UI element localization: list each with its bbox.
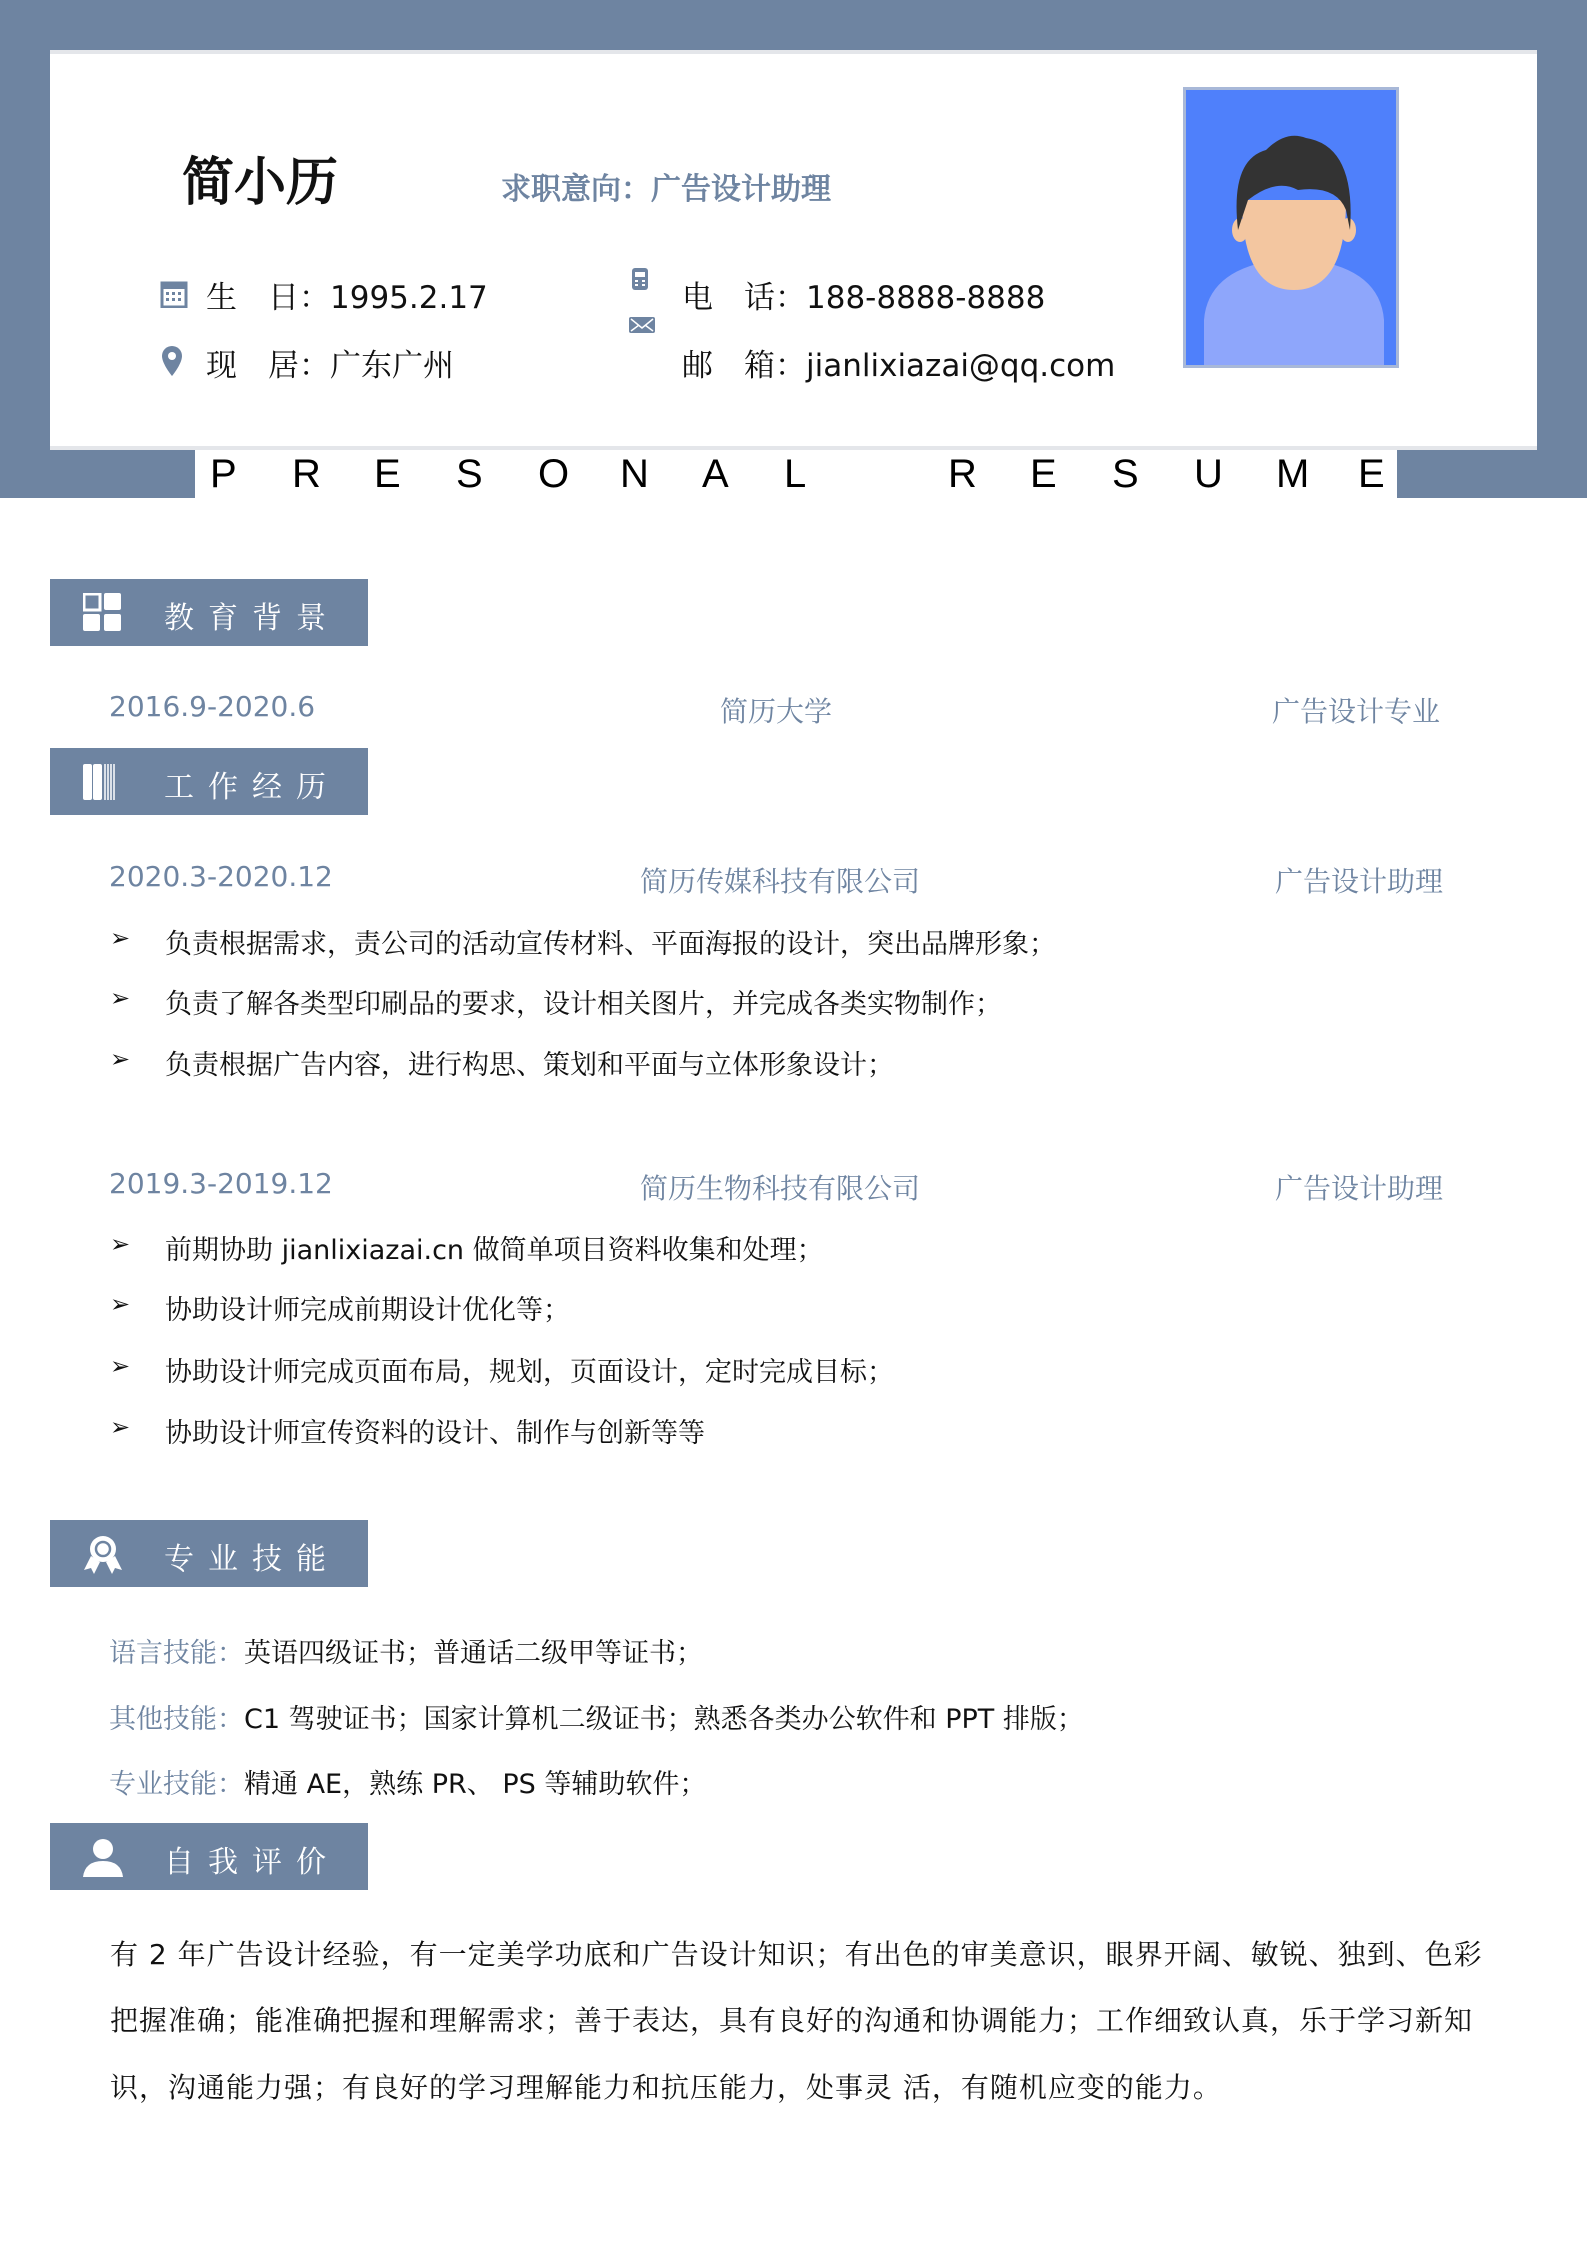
- skill-item: 其他技能：C1 驾驶证书；国家计算机二级证书；熟悉各类办公软件和 PPT 排版；: [109, 1704, 1084, 1735]
- self-evaluation-line: 把握准确；能准确把握和理解需求；善于表达，具有良好的沟通和协调能力；工作细致认真，乐于学习新知: [110, 2004, 1474, 2037]
- job-date: 2019.3-2019.12: [109, 1167, 333, 1200]
- self-evaluation-line: 有 2 年广告设计经验，有一定美学功底和广告设计知识；有出色的审美意识，眼界开阔、敏锐、独到、色彩: [110, 1938, 1483, 1971]
- section-title: 工作经历: [164, 770, 340, 805]
- job-company: 简历传媒科技有限公司: [639, 865, 921, 898]
- job-bullet: 负责根据需求，责公司的活动宣传材料、平面海报的设计，突出品牌形象；: [165, 929, 1056, 960]
- job-bullet: 负责了解各类型印刷品的要求，设计相关图片，并完成各类实物制作；: [165, 989, 1002, 1020]
- section-header-skills: [50, 1520, 368, 1587]
- section-title: 专业技能: [164, 1542, 340, 1577]
- section-title: 自我评价: [164, 1845, 340, 1880]
- bullet-arrow-icon: ➢: [110, 1290, 131, 1318]
- bullet-arrow-icon: ➢: [110, 1413, 131, 1441]
- section-header-work: [50, 748, 368, 815]
- person-avatar-icon: [1186, 90, 1399, 368]
- grid-icon: [83, 593, 123, 633]
- job-bullet: 前期协助 jianlixiazai.cn 做简单项目资料收集和处理；: [165, 1235, 824, 1266]
- job-bullet: 协助设计师完成页面布局，规划，页面设计，定时完成目标；: [165, 1357, 894, 1388]
- location-row: 现 居：广东广州: [206, 348, 454, 384]
- email-icon: [628, 316, 656, 334]
- calendar-icon: [160, 278, 188, 308]
- education-school: 简历大学: [719, 695, 833, 728]
- candidate-name: 简小历: [182, 153, 339, 213]
- self-evaluation-line: 识，沟通能力强；有良好的学习理解能力和抗压能力，处事灵 活，有随机应变的能力。: [110, 2071, 1222, 2104]
- bullet-arrow-icon: ➢: [110, 1230, 131, 1258]
- location-pin-icon: [160, 344, 184, 378]
- education-major: 广告设计专业: [1271, 695, 1440, 728]
- personal-resume-banner: P R E S O N A L R E S U M E: [210, 452, 1385, 496]
- bullet-arrow-icon: ➢: [110, 1045, 131, 1073]
- job-company: 简历生物科技有限公司: [639, 1172, 921, 1205]
- skill-item: 语言技能：英语四级证书；普通话二级甲等证书；: [109, 1638, 703, 1669]
- avatar-photo: [1183, 87, 1399, 368]
- bullet-arrow-icon: ➢: [110, 924, 131, 952]
- education-date: 2016.9-2020.6: [109, 690, 316, 723]
- job-bullet: 协助设计师完成前期设计优化等；: [165, 1295, 570, 1326]
- job-date: 2020.3-2020.12: [109, 860, 333, 893]
- award-ribbon-icon: [83, 1534, 123, 1574]
- job-role: 广告设计助理: [1274, 865, 1443, 898]
- job-objective: 求职意向：广告设计助理: [501, 172, 831, 207]
- bullet-arrow-icon: ➢: [110, 1352, 131, 1380]
- bullet-arrow-icon: ➢: [110, 984, 131, 1012]
- skill-item: 专业技能：精通 AE，熟练 PR、 PS 等辅助软件；: [109, 1769, 707, 1800]
- phone-row: 电 话：188-8888-8888: [682, 280, 1046, 316]
- section-title: 教育背景: [164, 601, 340, 636]
- section-header-self-evaluation: [50, 1823, 368, 1890]
- user-icon: [83, 1837, 123, 1877]
- phone-icon: [630, 264, 650, 292]
- job-bullet: 协助设计师宣传资料的设计、制作与创新等等: [165, 1418, 705, 1449]
- email-row: 邮 箱：jianlixiazai@qq.com: [682, 348, 1116, 384]
- birth-row: 生 日：1995.2.17: [206, 280, 488, 316]
- books-icon: [83, 762, 123, 802]
- section-header-education: [50, 579, 368, 646]
- job-bullet: 负责根据广告内容，进行构思、策划和平面与立体形象设计；: [165, 1050, 894, 1081]
- job-role: 广告设计助理: [1274, 1172, 1443, 1205]
